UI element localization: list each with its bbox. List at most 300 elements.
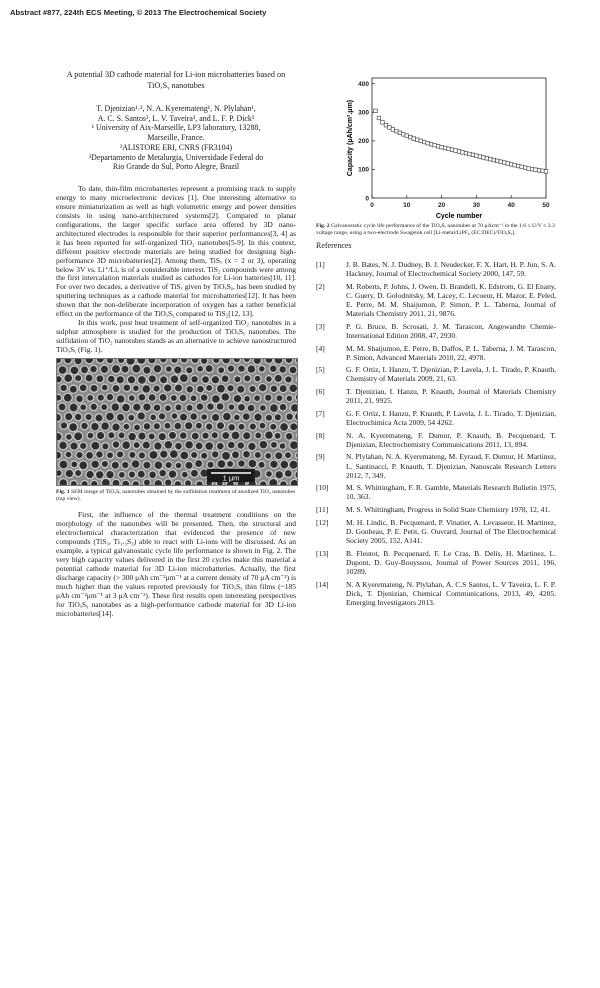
chart-point [433,143,437,147]
nanotube-pore [190,469,198,477]
nanotube-pore [129,451,136,458]
nanotube-pore [270,460,279,469]
nanotube-pore [265,414,272,421]
nanotube-pore [247,365,256,374]
chart-point [506,162,510,166]
nanotube-pore [179,394,187,402]
nanotube-pore [111,365,120,374]
affiliation-line: Marseille, France. [147,133,205,143]
nanotube-pore [254,395,261,402]
nanotube-pore [159,469,167,477]
nanotube-pore [238,460,246,468]
nanotube-pore [243,450,251,458]
nanotube-pore [121,403,130,412]
nanotube-pore [285,376,293,384]
nanotube-pore [259,422,266,429]
chart-point [412,137,416,141]
sem-image [56,358,298,486]
reference-item [316,322,556,340]
reference-text: P. G. Bruce, B. Scrosati, J. M. Tarascon, Angewandte Chemie-International Edition 2008, 47, 2930. [346,321,556,340]
chart-point [450,148,454,152]
nanotube-pore [112,441,120,449]
nanotube-pore [227,441,235,449]
nanotube-pore [65,469,74,478]
nanotube-pore [164,422,171,429]
reference-number: [4] [316,343,325,353]
nanotube-pore [216,403,224,411]
nanotube-pore [95,414,103,422]
nanotube-pore [244,395,251,402]
nanotube-pore [111,461,119,469]
reference-number: [14] [316,579,329,589]
chart-point [377,116,381,120]
nanotube-pore [143,403,152,412]
paper-title: A potential 3D cathode material for Li-ion microbatteries based on TiOₓSᵧ nanotubes [66,70,286,90]
nanotube-pore [149,471,157,479]
nanotube-pore [153,404,161,412]
nanotube-pore [237,442,245,450]
nanotube-pore [90,365,98,373]
nanotube-pore [57,394,62,401]
nanotube-pore [195,459,203,467]
chart-y-tick-label: 0 [365,195,369,203]
right-column [316,70,556,610]
nanotube-pore [70,366,79,375]
reference-number: [2] [316,281,325,291]
nanotube-pore [253,359,261,365]
reference-text: G. F. Ortiz, I. Hanzu, P. Knauth, P. Lavela, J. L. Tirado, T. Djenizian, Electrochimica Acta 2009, 54 4262. [346,408,556,427]
nanotube-pore [179,413,187,421]
affiliation-line: ²ALISTORE ERI, CNRS (FR3104) [119,142,233,152]
nanotube-pore [91,480,98,485]
nanotube-pore [265,394,273,402]
nanotube-pore [195,442,203,450]
nanotube-pore [242,413,250,421]
nanotube-pore [91,422,100,431]
chart-point [509,162,513,166]
affiliation-line: ³Departamento de Metalurgia, Universidade Federal do [88,152,264,162]
chart-point [537,168,541,172]
nanotube-pore [121,365,129,373]
nanotube-pore [131,460,140,469]
nanotube-pore [108,432,115,439]
nanotube-pore [127,376,135,384]
nanotube-pore [228,404,235,411]
nanotube-pore [274,432,281,439]
nanotube-pore [254,413,263,422]
nanotube-pore [107,375,115,383]
reference-number: [12] [316,517,329,527]
chart-point [457,150,461,154]
nanotube-pore [106,359,113,364]
reference-number: [7] [316,408,325,418]
nanotube-pore [112,423,121,432]
nanotube-pore [217,460,226,469]
nanotube-pore [143,461,151,469]
nanotube-pore [101,478,110,485]
nanotube-pore [265,359,273,364]
chart-point [443,146,447,150]
chart-point [374,109,378,113]
author-line: A. C. S. Santos³, L. V. Taveira³, and L. F. P. Dick³ [97,113,255,123]
nanotube-pore [133,403,142,412]
sem-nanotubes-image [57,359,297,485]
nanotube-pore [100,365,108,373]
reference-text: G. F. Ortiz, I. Hanzu, T. Djenizian, P. Lavela, J. L. Tirado, P. Knauth, Chemistry of Materials 2009, 21, 63. [346,365,556,384]
authors-block [56,104,296,172]
chart-point [405,134,409,138]
nanotube-pore [59,441,68,450]
nanotube-pore [69,403,78,412]
chart-point [468,152,472,156]
chart-point [436,144,440,148]
nanotube-pore [59,460,68,469]
nanotube-pore [95,470,104,479]
nanotube-pore [197,365,204,372]
nanotube-pore [248,459,257,468]
nanotube-pore [222,359,231,364]
nanotube-pore [101,404,108,411]
nanotube-pore [286,413,294,421]
nanotube-pore [218,367,225,374]
nanotube-pore [86,451,94,459]
reference-item [316,387,556,405]
reference-number: [6] [316,387,325,397]
nanotube-pore [153,364,162,373]
nanotube-pore [289,384,297,393]
nanotube-pore [118,471,125,478]
nanotube-pore [81,422,89,430]
nanotube-pore [171,413,178,420]
nanotube-pore [289,460,297,469]
reference-text: M. S. Whittingham, F. R. Gamble, Materials Research Bulletin 1975, 10, 363. [346,483,556,502]
nanotube-pore [279,403,287,411]
chart-y-axis-label: Capacity (μAh/cm².μm) [347,99,354,177]
nanotube-pore [265,452,272,459]
nanotube-pore [216,422,224,430]
nanotube-pore [185,440,194,449]
nanotube-pore [96,431,104,439]
nanotube-pore [128,432,137,441]
nanotube-pore [80,404,87,411]
nanotube-pore [295,452,297,459]
nanotube-pore [249,423,256,430]
nanotube-pore [207,403,215,411]
nanotube-pore [66,434,73,441]
nanotube-pore [143,423,151,431]
nanotube-pore [70,442,78,450]
chart-x-axis-label: Cycle number [435,213,483,220]
nanotube-pore [57,451,62,459]
fig1-caption-label: Fig. 1 [56,489,70,496]
nanotube-pore [221,393,230,402]
chart-point [419,139,423,143]
nanotube-pore [121,461,129,469]
reference-text: T. Djenizian, I. Hanzu, P. Knauth, Journal of Materials Chemistry 2011, 21, 9925. [346,387,556,406]
chart-x-tick-label: 50 [542,202,550,209]
nanotube-pore [80,366,88,374]
nanotube-pore [154,461,163,470]
nanotube-pore [60,384,68,392]
nanotube-pore [284,452,291,459]
nanotube-pore [274,374,282,382]
nanotube-pore [211,413,219,421]
nanotube-pore [65,451,72,458]
nanotube-pore [290,423,297,431]
nanotube-pore [266,471,273,478]
nanotube-pore [137,359,146,364]
nanotube-pore [258,461,265,468]
nanotube-pore [59,479,68,485]
nanotube-pore [116,451,123,458]
fig2-caption-label: Fig. 2 [316,223,330,229]
nanotube-pore [138,452,145,459]
nanotube-pore [196,385,204,393]
nanotube-pore [275,452,283,460]
nanotube-pore [160,376,168,384]
nanotube-pore [101,422,110,431]
reference-number: [8] [316,430,325,440]
affiliation-line: ¹ University of Aix-Marseille, LP3 laboratory, 13288, [91,123,261,133]
reference-number: [9] [316,452,325,462]
nanotube-pore [186,386,194,394]
nanotube-pore [211,432,218,439]
nanotube-pore [148,393,156,401]
references-list [316,260,556,607]
chart-point [415,138,419,142]
nanotube-pore [265,376,272,383]
nanotube-pore [233,359,240,363]
reference-text: M. H. Lindic, B. Pecquenard, P. Vinatier, A. Levasseur, H. Martinez, D. Gonbeau, P. E. Petit, G. Ouvrard, Journal of The Electrochemical Society 2005, 152, A141. [346,517,556,545]
nanotube-pore [248,442,257,451]
chart-point [426,141,430,145]
chart-point [461,150,465,154]
chart-y-tick-label: 200 [358,138,369,146]
reference-text: N. A. Kyeremateng, F. Dumur, P. Knauth, B. Pecquenard, T. Djenizian, Electrochemistry Communications 2011, 13, 894. [346,430,556,449]
reference-text: M. S. Whittingham, Progress in Solid State Chemistry 1978, 12, 41. [346,505,551,515]
chart-point [482,156,486,160]
nanotube-pore [206,384,213,391]
nanotube-pore [254,451,261,458]
nanotube-pore [96,451,104,459]
nanotube-pore [269,478,278,485]
nanotube-pore [112,479,120,485]
nanotube-pore [101,384,108,391]
nanotube-pore [102,443,109,450]
nanotube-pore [231,431,240,440]
chart-plot-frame [372,78,546,198]
nanotube-pore [289,441,297,450]
chart-point [544,170,548,174]
nanotube-pore [259,405,266,412]
nanotube-pore [150,414,157,421]
nanotube-pore [142,441,150,449]
nanotube-pore [76,395,84,403]
chart-point [384,123,388,127]
nanotube-pore [148,433,155,440]
nanotube-pore [132,481,139,485]
nanotube-pore [259,481,266,485]
nanotube-pore [191,375,199,383]
nanotube-pore [96,375,104,383]
nanotube-pore [238,365,246,373]
nanotube-pore [216,442,224,450]
nanotube-pore [174,384,182,392]
nanotube-pore [90,403,98,411]
nanotube-pore [63,393,72,402]
chart-y-tick-label: 100 [358,166,369,174]
nanotube-pore [96,359,104,363]
nanotube-pore [179,374,188,383]
chart-point [395,129,399,133]
nanotube-pore [69,385,77,393]
nanotube-pore [295,393,297,401]
nanotube-pore [128,471,135,478]
nanotube-pore [175,442,183,450]
nanotube-pore [87,432,94,439]
chart-x-tick-label: 10 [403,202,411,209]
nanotube-pore [280,460,289,469]
nanotube-pore [138,432,146,440]
chart-y-tick-label: 300 [358,109,369,117]
nanotube-pore [237,385,245,393]
nanotube-pore [168,470,177,479]
nanotube-pore [58,366,67,375]
nanotube-pore [279,443,286,450]
nanotube-pore [137,376,146,385]
fig1-caption [56,489,296,503]
nanotube-pore [175,404,182,411]
chart-point [499,160,503,164]
chart-point [440,145,444,149]
reference-number: [5] [316,365,325,375]
reference-text: M. Roberts, P. Johns, J. Owen, D. Brandell, K. Edstrom, G. El Enany, C. Guery, D. Golodnitsky, M. Lacey, C. Lecoeur, H. Mazor, E. Peled, E. Perre, M. M. Shaijumon, P. Simon, P. L. Taberna, Journal of Materials Chemistry 2011, 21, 9876. [346,281,556,319]
nanotube-pore [158,413,166,421]
chart-point [527,167,531,171]
nanotube-pore [87,394,94,401]
nanotube-pore [265,431,274,440]
nanotube-pore [279,385,287,393]
nanotube-pore [202,432,210,440]
nanotube-pore [286,395,293,402]
reference-text: N. Plylahan, N. A. Kyeremateng, M. Eyraud, F. Dumur, H. Martinez, L. Santinacci, P. Knauth, T. Djenizian, Nanoscale Research Letters 2012, 7, 349. [346,452,556,480]
nanotube-pore [143,366,151,374]
reference-text: B. Fleutot, B. Pecquenard, F. Le Cras, B. Delis, H. Martinez, L. Dupont, D. Guy-Bouyssou, Journal of Power Sources 2011, 196, 10289. [346,548,556,576]
nanotube-pore [247,404,255,412]
nanotube-pore [233,394,242,403]
references-heading: References [316,241,352,250]
reference-item [316,409,556,427]
nanotube-pore [143,479,150,485]
chart-point [447,147,451,151]
nanotube-pore [70,480,77,485]
nanotube-pore [58,403,66,411]
nanotube-pore [181,471,188,478]
nanotube-pore [195,422,202,429]
nanotube-pore [76,451,83,458]
nanotube-pore [57,433,62,442]
nanotube-pore [64,374,73,383]
nanotube-pore [122,480,130,485]
page-header: Abstract #877, 224th ECS Meeting, © 2013 The Electrochemical Society [10,8,267,17]
chart-point [541,169,545,173]
nanotube-pore [101,460,108,467]
nanotube-pore [137,412,146,421]
chart-point [408,135,412,139]
work-paragraph: In this work, post heat treatment of self-organized TiO₂ nanotubes in a sulphur atmosphere is studied for the production of TiOₓSᵧ nanotubes. The sulfidation of TiO₂ nanotubes stands as an alternative to achieve nanostructured TiOₓSᵧ (Fig. 1). [56,318,296,355]
nanotube-pore [137,470,145,478]
nanotube-pore [190,395,197,402]
chart-point [381,120,385,124]
nanotube-pore [207,461,214,468]
nanotube-pore [118,359,125,364]
nanotube-pore [132,364,141,373]
chart-point [530,167,534,171]
nanotube-pore [211,451,219,459]
capacity-chart-svg [316,70,556,220]
nanotube-pore [57,414,61,422]
chart-point [471,153,475,157]
nanotube-pore [65,413,73,421]
nanotube-pore [244,375,251,382]
nanotube-pore [259,440,268,449]
nanotube-pore [191,432,199,440]
chart-point [495,159,499,163]
author-line: T. Djenizian¹˒², N. A. Kyeremateng¹, N. Plylahan¹, [96,104,256,113]
nanotube-pore [184,422,192,430]
nanotube-pore [243,359,250,363]
nanotube-pore [154,479,162,485]
nanotube-pore [275,471,284,480]
chart-point [429,142,433,146]
nanotube-pore [57,470,62,477]
chart-point [464,151,468,155]
nanotube-pore [185,461,193,469]
capacity-chart [316,70,556,220]
chart-point [478,155,482,159]
nanotube-pore [134,424,141,431]
nanotube-pore [138,393,146,401]
nanotube-pore [191,359,199,364]
nanotube-pore [180,451,189,460]
reference-item [316,282,556,318]
nanotube-pore [165,366,172,373]
chart-point [388,126,392,130]
nanotube-pore [75,375,82,382]
reference-item [316,344,556,362]
nanotube-pore [164,479,171,485]
nanotube-pore [255,432,262,439]
nanotube-pore [270,423,277,430]
chart-point [422,140,426,144]
reference-item [316,580,556,607]
nanotube-pore [171,359,178,364]
nanotube-pore [122,441,131,450]
reference-item [316,549,556,576]
nanotube-pore [270,441,277,448]
nanotube-pore [57,376,62,383]
reference-item [316,505,556,514]
reference-number: [11] [316,505,329,515]
nanotube-pore [279,366,287,374]
nanotube-pore [227,384,235,392]
nanotube-pore [170,395,177,402]
nanotube-pore [175,462,182,469]
nanotube-pore [238,423,245,430]
affiliation-line: Rio Grande do Sul, Porto Alegre, Brazil [112,162,240,172]
nanotube-pore [106,393,114,401]
nanotube-pore [168,431,176,439]
